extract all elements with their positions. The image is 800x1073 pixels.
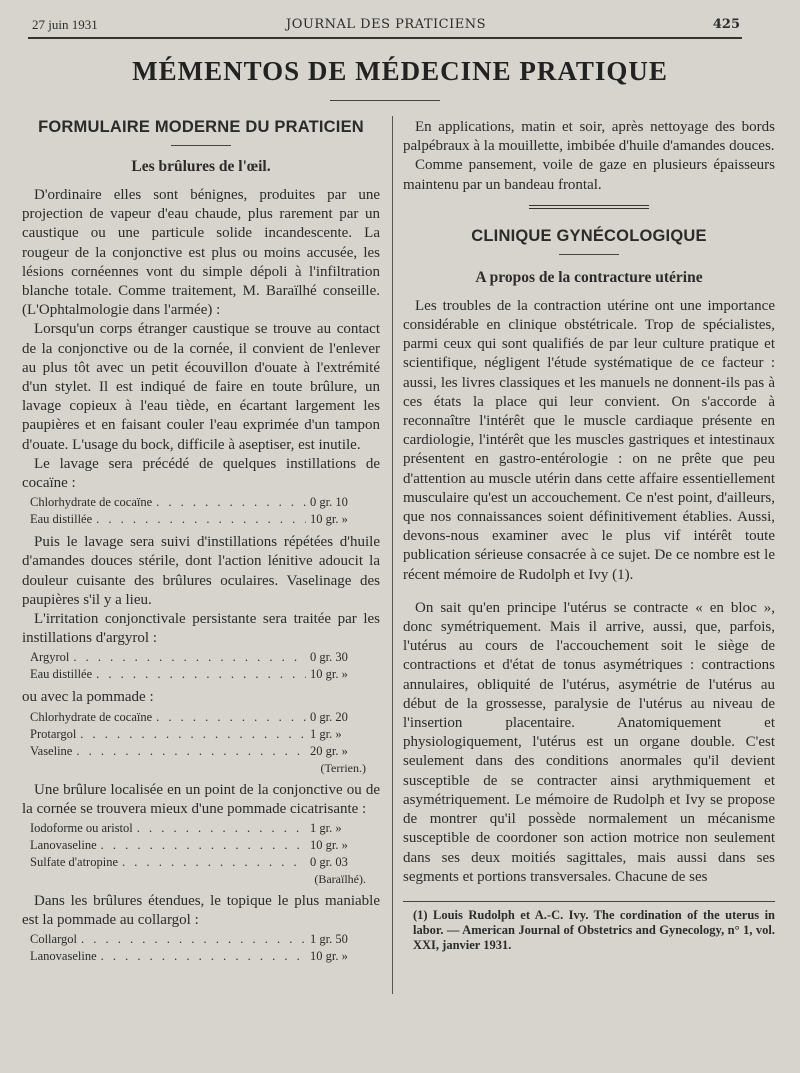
prescription-line: Chlorhydrate de cocaïne . . . 0 gr. 20 [30,710,380,727]
prescription-line: Argyrol . . . 0 gr. 30 [30,650,380,667]
paragraph: Dans les brûlures étendues, le topique le plus maniable est la pommade au collargol : [22,893,380,929]
prescription-cocaine [30,495,380,529]
prescription-line: Sulfate d'atropine . . . 0 gr. 03 [30,855,380,872]
section-rule [171,145,231,146]
paragraph: On sait qu'en principe l'utérus se contracte « en bloc », donc symétriquement. Mais il arrive, aussi, que, parfois, l'utérus au cours de l'accouchement soit le siège de contractions et d'état de tonus asymétriques : contractions annulaires, obliquité de l'utérus, asymétrie de l'utérus au début de la grossesse, paralysie de l'utérus au niveau de l'insertion placentaire. Anatomiquement et physiologiquement, l'utérus est un organe double. C'est seulement dans des conditions anormales qu'il devient susceptible de se contracter ainsi arythmiquement et asymétriquement. Le mémoire de Rudolph et Ivy se propose de montrer qu'il possède normalement un mécanisme susceptible de coordoner son action motrice non seulement dans ses deux moitiés sagittales, mais aussi dans ses segments et portions transversales. Chacune de ses [403,599,775,885]
header-rule [28,37,742,39]
double-rule-separator [529,205,649,209]
prescription-line: Protargol . . . 1 gr. » [30,727,380,744]
prescription-collargol [30,932,380,966]
prescription-line: Eau distillée . . . 10 gr. » [30,667,380,684]
running-head [32,15,740,37]
section-rule [559,254,619,255]
prescription-argyrol [30,650,380,684]
article-title-contracture: A propos de la contracture utérine [475,268,703,286]
paragraph: D'ordinaire elles sont bénignes, produites par une projection de vapeur d'eau chaude, plus rarement par un caustique ou une particule solide incandescente. La rougeur de la conjonctive est plus ou moins accusée, les lésions cornéennes vont du simple dépoli à l'infiltration blanche totale. Comme traitement, M. Baraïlhé conseille. (L'Ophtalmologie dans l'armée) : [22,187,380,319]
issue-date: 27 juin 1931 [32,17,98,32]
prescription-pommade [30,710,380,777]
paragraph: L'irritation conjonctivale persistante sera traitée par les instillations d'argyrol : [22,611,380,647]
prescription-cicatrisante [30,821,380,888]
page-number: 425 [712,17,740,32]
prescription-author: (Terrien.) [320,760,366,775]
footnote-rule [403,901,775,902]
prescription-line: Collargol . . . 1 gr. 50 [30,932,380,949]
prescription-line: Lanovaseline . . . 10 gr. » [30,949,380,966]
journal-name: JOURNAL DES PRATICIENS [286,17,486,32]
prescription-line: Vaseline . . . 20 gr. » [30,744,380,761]
column-divider [392,116,393,994]
paragraph: Une brûlure localisée en un point de la conjonctive ou de la cornée se trouvera mieux d'une pommade cicatrisante : [22,781,380,817]
left-column [22,118,380,970]
paragraph: Lorsqu'un corps étranger caustique se trouve au contact de la conjonctive ou de la cornée, il convient de l'enlever au plus tôt avec un petit écouvillon d'ouate à l'extrémité d'un stylet. Il est indiqué de faire en toute brûlure, un lavage copieux à l'eau tiède, en écartant largement les paupières et en faisant couler l'eau exprimée d'un tampon d'ouate. L'usage du bock, difficile à aseptiser, est inutile. [22,321,380,453]
paragraph: Puis le lavage sera suivi d'instillations répétées d'huile d'amandes douces stérile, dont l'action lénitive adoucit la douleur cuisante des brûlures oculaires. Vaselinage des paupières s'il y a lieu. [22,534,380,608]
article-title-brulures: Les brûlures de l'œil. [131,158,271,175]
prescription-line: Lanovaseline . . . 10 gr. » [30,838,380,855]
paragraph: ou avec la pommade : [22,689,154,706]
paragraph: Comme pansement, voile de gaze en plusieurs épaisseurs maintenu par un bandeau frontal. [403,157,775,193]
prescription-line: Eau distillée . . . 10 gr. » [30,512,380,529]
title-rule [330,100,440,101]
prescription-line: Iodoforme ou aristol . . . 1 gr. » [30,821,380,838]
paragraph: Les troubles de la contraction utérine ont une importance considérable en clinique obstétricale. Trop de spécialistes, parmi ceux qui sont qualifiés de par leur culture pratique et scientifique, négligent l'étude systématique de ce facteur : aussi, les livres classiques et les manuels ne donnent-ils pas à ces états la place qui leur convient. On s'accorde à reconnaître l'intérêt que le muscle cardiaque présente en cardiologie, l'intérêt que les muscles gastriques et intestinaux présentent en gastro-entérologie : on ne prête que peu d'attention au muscle utérin dans cette affaire essentiellement musculaire qu'est un accouchement. Ce n'est point, d'ailleurs, que nos connaissances soient définitivement établies. Aussi, devons-nous examiner avec le plus vif intérêt toute publication sérieuse consacrée à ce sujet. De ce nombre est le récent mémoire de Rudolph et Ivy (1). [403,297,775,583]
footnote: (1) Louis Rudolph et A.-C. Ivy. The cordination of the uterus in labor. — American Journal of Obstetrics and Gynecology, n° 1, vol. XXI, janvier 1931. [413,907,775,952]
paragraph: Le lavage sera précédé de quelques instillations de cocaïne : [22,455,380,492]
paragraph: En applications, matin et soir, après nettoyage des bords palpébraux à la mouillette, imbibée d'huile d'amandes douces. [403,119,775,155]
prescription-author: (Baraïlhé). [314,872,366,887]
prescription-line: Chlorhydrate de cocaïne . . . 0 gr. 10 [30,495,380,512]
right-column [403,118,775,953]
main-title: MÉMENTOS DE MÉDECINE PRATIQUE [132,56,668,86]
section-title-formulaire: FORMULAIRE MODERNE DU PRATICIEN [38,118,364,136]
section-title-clinique: CLINIQUE GYNÉCOLOGIQUE [471,226,707,245]
